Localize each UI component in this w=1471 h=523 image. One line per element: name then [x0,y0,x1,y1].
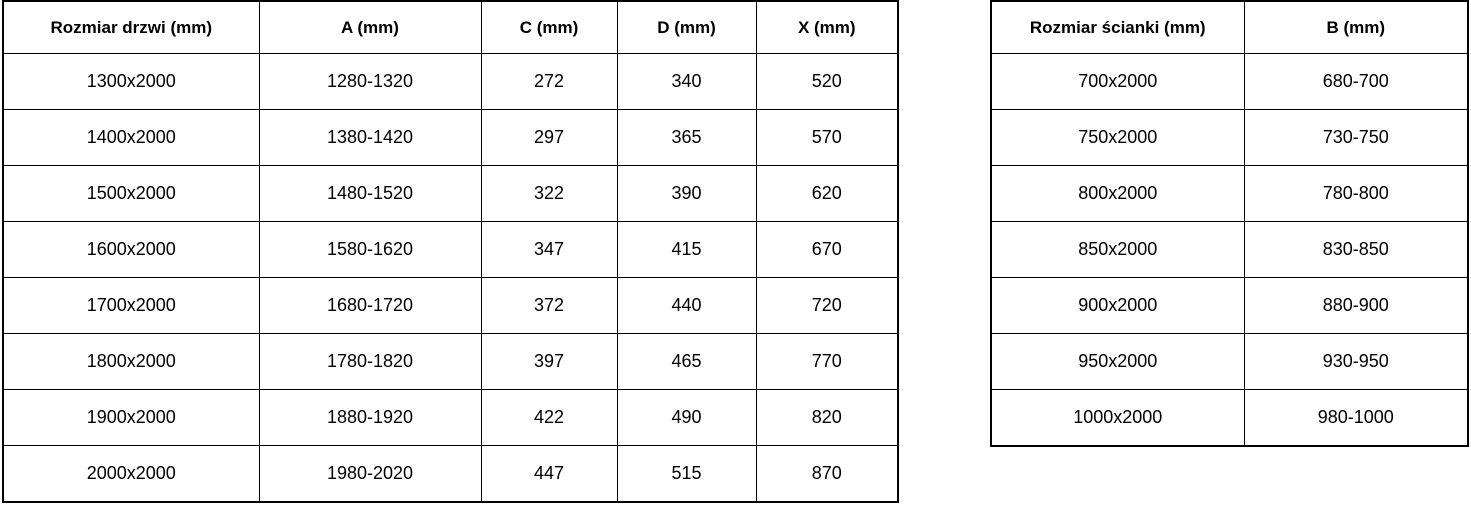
table-cell: 272 [481,54,617,110]
table-cell: 800x2000 [991,166,1244,222]
header-row [991,1,1468,54]
table-cell: 670 [756,222,898,278]
column-header: Rozmiar drzwi (mm) [3,1,259,54]
table-cell: 1480-1520 [259,166,481,222]
table-cell: 1600x2000 [3,222,259,278]
table-row [3,446,898,503]
table-cell: 1880-1920 [259,390,481,446]
table-cell: 1780-1820 [259,334,481,390]
wall-panel-size-table [990,0,1469,447]
table-cell: 1000x2000 [991,390,1244,447]
table-cell: 440 [617,278,756,334]
column-header: Rozmiar ścianki (mm) [991,1,1244,54]
table-row [3,222,898,278]
table-cell: 372 [481,278,617,334]
table-cell: 1380-1420 [259,110,481,166]
table-row [991,54,1468,110]
table-cell: 830-850 [1244,222,1468,278]
table-cell: 322 [481,166,617,222]
table-cell: 297 [481,110,617,166]
table-cell: 870 [756,446,898,503]
table-cell: 850x2000 [991,222,1244,278]
table-cell: 770 [756,334,898,390]
table-row [991,222,1468,278]
table-row [3,54,898,110]
table-cell: 520 [756,54,898,110]
table-cell: 730-750 [1244,110,1468,166]
table-cell: 900x2000 [991,278,1244,334]
table-cell: 397 [481,334,617,390]
column-header: X (mm) [756,1,898,54]
table-cell: 570 [756,110,898,166]
table-row [991,390,1468,447]
table-row [991,110,1468,166]
table-row [3,390,898,446]
table-cell: 1300x2000 [3,54,259,110]
table-cell: 1980-2020 [259,446,481,503]
table-cell: 1280-1320 [259,54,481,110]
table-row [991,166,1468,222]
table-cell: 1700x2000 [3,278,259,334]
table-cell: 720 [756,278,898,334]
table-row [3,166,898,222]
table-cell: 880-900 [1244,278,1468,334]
column-header: A (mm) [259,1,481,54]
table-cell: 365 [617,110,756,166]
table-cell: 980-1000 [1244,390,1468,447]
table-cell: 930-950 [1244,334,1468,390]
table-cell: 2000x2000 [3,446,259,503]
table-cell: 620 [756,166,898,222]
table-cell: 780-800 [1244,166,1468,222]
table-cell: 490 [617,390,756,446]
column-header: D (mm) [617,1,756,54]
table-cell: 1680-1720 [259,278,481,334]
table-cell: 422 [481,390,617,446]
column-header: C (mm) [481,1,617,54]
table-cell: 1400x2000 [3,110,259,166]
table-row [991,334,1468,390]
table-cell: 700x2000 [991,54,1244,110]
table-row [991,278,1468,334]
table-cell: 1900x2000 [3,390,259,446]
table-cell: 347 [481,222,617,278]
header-row [3,1,898,54]
table-cell: 820 [756,390,898,446]
table-row [3,110,898,166]
table-cell: 415 [617,222,756,278]
table-cell: 340 [617,54,756,110]
table-cell: 680-700 [1244,54,1468,110]
column-header: B (mm) [1244,1,1468,54]
table-cell: 1800x2000 [3,334,259,390]
table-cell: 515 [617,446,756,503]
table-cell: 390 [617,166,756,222]
table-cell: 1580-1620 [259,222,481,278]
table-cell: 465 [617,334,756,390]
table-cell: 750x2000 [991,110,1244,166]
table-cell: 447 [481,446,617,503]
table-cell: 950x2000 [991,334,1244,390]
table-row [3,278,898,334]
table-row [3,334,898,390]
table-cell: 1500x2000 [3,166,259,222]
door-size-table [2,0,899,503]
